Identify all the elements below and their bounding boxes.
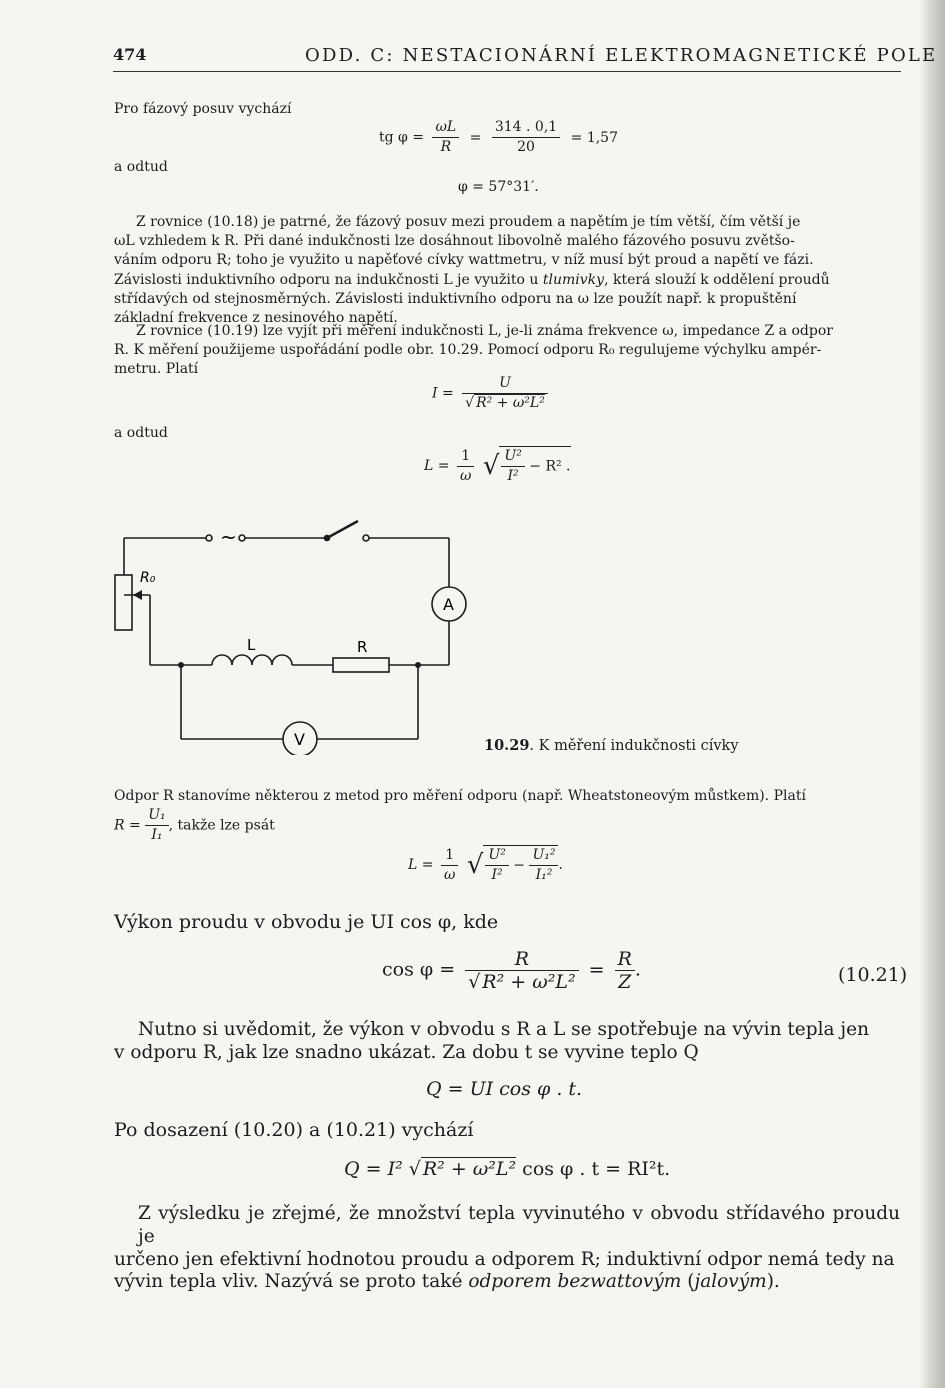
eq-L1-lhs: L =: [424, 458, 450, 474]
circuit-diagram: [100, 515, 480, 755]
p4-line-1: Nutno si uvědomit, že výkon v obvodu s R a L se spotřebuje na vývin tepla jen: [138, 1019, 870, 1040]
paragraph-2: [114, 322, 900, 380]
p1-line-4a: Závislosti induktivního odporu na indukčnosti L je využito u: [114, 271, 543, 288]
eq-L1-frac: [457, 447, 474, 486]
eq-L1-omega: ω: [457, 466, 474, 486]
page-edge-shadow: [919, 0, 945, 1388]
terminal-ac-left: [206, 535, 212, 541]
p5-line-2: určeno jen efektivní hodnotou proudu a odporem R; induktivní odpor nemá tedy na: [114, 1248, 895, 1270]
p5-jalovym: jalovým: [694, 1271, 767, 1293]
r-lhs: R =: [114, 817, 141, 834]
eq-L1-radicand: [499, 446, 570, 486]
resistor-r: [333, 658, 389, 672]
eq-cos-eq2: =: [588, 958, 605, 981]
paragraph-1: [114, 213, 900, 328]
eq-cos-frac: [465, 948, 578, 993]
label-r: R: [357, 638, 368, 656]
figure-caption: [484, 737, 739, 754]
p1-line-2: ωL vzhledem k R. Při dané indukčnosti lze dosáhnout libovolně malého fázového posuvu zvětšo-: [114, 233, 795, 250]
eq-cos-den2: Z: [615, 970, 635, 993]
eq-cos-dot: .: [634, 958, 641, 981]
r-fraction: [145, 806, 168, 845]
odtud-text-1: a odtud: [114, 159, 168, 175]
tg-fraction: [432, 118, 459, 157]
section-title: ODD. C: NESTACIONÁRNÍ ELEKTROMAGNETICKÉ POLE: [305, 45, 938, 66]
eq-Q2-tail: cos φ . t = RI²t.: [522, 1158, 671, 1180]
p5-bezwattovym: odporem bezwattovým: [468, 1271, 682, 1293]
r-tail: , takže lze psát: [168, 817, 275, 834]
eq-L2-n2: U₁²: [532, 847, 556, 863]
phase-intro-text: Pro fázový posuv vychází: [114, 101, 292, 117]
tg-denominator-2: 20: [492, 137, 560, 157]
eq-Q2-lhs: Q = I²: [344, 1158, 403, 1180]
tg-result: = 1,57: [570, 129, 618, 146]
eq-cos-den-wrap: √ R² + ω²L²: [465, 970, 578, 993]
tg-fraction-2: [492, 118, 560, 157]
p3-line-1: Odpor R stanovíme některou z metod pro měření odporu (např. Wheatstoneovým můstkem). Platí: [114, 788, 806, 804]
eq-cos-num: R: [514, 948, 530, 970]
ac-source-symbol: ~: [220, 525, 237, 549]
eq-cos-lhs: cos φ =: [382, 958, 456, 981]
ammeter-label: A: [443, 595, 454, 614]
eq-L2-dot: .: [558, 857, 563, 873]
label-l: L: [247, 636, 256, 654]
eq-L2-frac-1: [485, 846, 508, 885]
phi-result: φ = 57°31′.: [458, 179, 539, 195]
eq-L2-frac: [441, 846, 458, 885]
inductor-coil: [212, 655, 292, 665]
eq-Q2-radical: √: [408, 1158, 421, 1180]
eq-L2-lhs: L =: [408, 857, 434, 873]
equation-cos: [382, 948, 641, 993]
eq-L2-one: 1: [445, 846, 455, 863]
power-line: Výkon proudu v obvodu je UI cos φ, kde: [114, 911, 499, 933]
eq-I-num: U: [499, 375, 511, 391]
eq-L1-inner-frac: [501, 447, 524, 486]
eq-cos-num2: R: [617, 948, 632, 970]
p1-tlumivky: tlumivky: [542, 271, 605, 288]
eq-L2-radicand: [483, 845, 558, 885]
r-num: U₁: [148, 807, 166, 823]
equation-I: [432, 374, 548, 413]
equation-Q2: [344, 1158, 670, 1180]
eq-I-den-wrap: √ R² + ω²L²: [462, 393, 548, 413]
voltmeter-label: V: [294, 730, 305, 749]
odtud-text-2: a odtud: [114, 425, 168, 441]
eq-L2-minus: −: [513, 857, 525, 874]
equation-L1: [424, 446, 571, 486]
eq-L1-tail: − R² .: [529, 458, 571, 475]
p2-line-3: metru. Platí: [114, 361, 199, 378]
p4-line-2: v odporu R, jak lze snadno ukázat. Za dobu t se vyvine teplo Q: [114, 1041, 699, 1063]
eq-L1-den: I²: [501, 466, 524, 486]
eq-I-lhs: I =: [432, 385, 454, 402]
tg-equals: =: [469, 129, 482, 146]
junction-left: [178, 662, 184, 668]
rheostat-arrow: [133, 590, 142, 600]
switch-contact: [363, 535, 369, 541]
page-number: 474: [113, 45, 147, 64]
p1-line-4c: , která slouží k oddělení proudů: [604, 271, 830, 288]
eq-L1-num: U²: [504, 448, 522, 464]
paragraph-5: [114, 1203, 900, 1294]
tg-denominator: R: [440, 139, 452, 155]
p5-line-1: Z výsledku je zřejmé, že množství tepla vyvinutého v obvodu střídavého proudu je: [138, 1203, 900, 1247]
eq-I-fraction: [462, 374, 548, 413]
eq-L2-d2: I₁²: [529, 865, 558, 885]
eq-L2-frac-2: [529, 846, 558, 885]
equation-number-10-21: (10.21): [838, 964, 908, 986]
eq-L2-omega: ω: [441, 865, 458, 885]
eq-L2-n1: U²: [488, 847, 506, 863]
p1-line-4: [114, 271, 900, 290]
p5-paren-open: (: [681, 1271, 695, 1293]
junction-right: [415, 662, 421, 668]
rheostat-r0: [115, 575, 132, 630]
eq-L1-radical: √: [482, 450, 500, 481]
figure-number: 10.29: [484, 737, 530, 754]
eq-Q2-radicand: R² + ω²L²: [422, 1158, 517, 1180]
eq-I-den: R² + ω²L²: [476, 395, 545, 411]
p2-line-2: R. K měření použijeme uspořádání podle obr. 10.29. Pomocí odporu R₀ regulujeme výchylku ampér-: [114, 342, 822, 359]
tg-numerator-2: 314 . 0,1: [494, 119, 558, 135]
eq-L1-one: 1: [461, 447, 471, 464]
eq-L2-radical: √: [466, 849, 484, 880]
p2-line-1: Z rovnice (10.19) lze vyjít při měření indukčnosti L, je-li známa frekvence ω, impedance Z a odpor: [136, 323, 833, 339]
substitution-line: Po dosazení (10.20) a (10.21) vychází: [114, 1119, 474, 1141]
eq-cos-frac-2: [615, 948, 635, 993]
eq-cos-den: R² + ω²L²: [482, 971, 576, 993]
equation-Q1: Q = UI cos φ . t.: [426, 1078, 583, 1100]
switch-blade: [327, 521, 358, 538]
r-den: I₁: [145, 825, 168, 845]
tg-equation: [379, 118, 618, 157]
p5-line-3a: vývin tepla vliv. Nazývá se proto také: [114, 1271, 469, 1293]
p1-line-5: střídavých od stejnosměrných. Závislosti induktivního odporu na ω lze použít např. k propuštění: [114, 290, 797, 307]
p5-line-3: [114, 1271, 900, 1294]
paragraph-4: [114, 1019, 900, 1065]
label-r0: R₀: [140, 570, 156, 586]
equation-L2: [408, 845, 563, 885]
r-equation: [114, 806, 275, 845]
tg-lhs: tg φ =: [379, 129, 425, 146]
eq-L2-d1: I²: [485, 865, 508, 885]
p1-line-1: Z rovnice (10.18) je patrné, že fázový posuv mezi proudem a napětím je tím větší, čím větší je: [136, 214, 801, 230]
header-rule: [113, 71, 901, 72]
p1-line-3: váním odporu R; toho je využito u napěťové cívky wattmetru, v níž musí být proud a napětí ve fázi.: [114, 252, 814, 269]
figure-caption-text: . K měření indukčnosti cívky: [529, 738, 739, 754]
p5-paren-close: ).: [766, 1271, 780, 1293]
p1-line-6: základní frekvence z nesinového napětí.: [114, 310, 398, 327]
terminal-ac-right: [239, 535, 245, 541]
tg-numerator: ωL: [435, 119, 457, 135]
